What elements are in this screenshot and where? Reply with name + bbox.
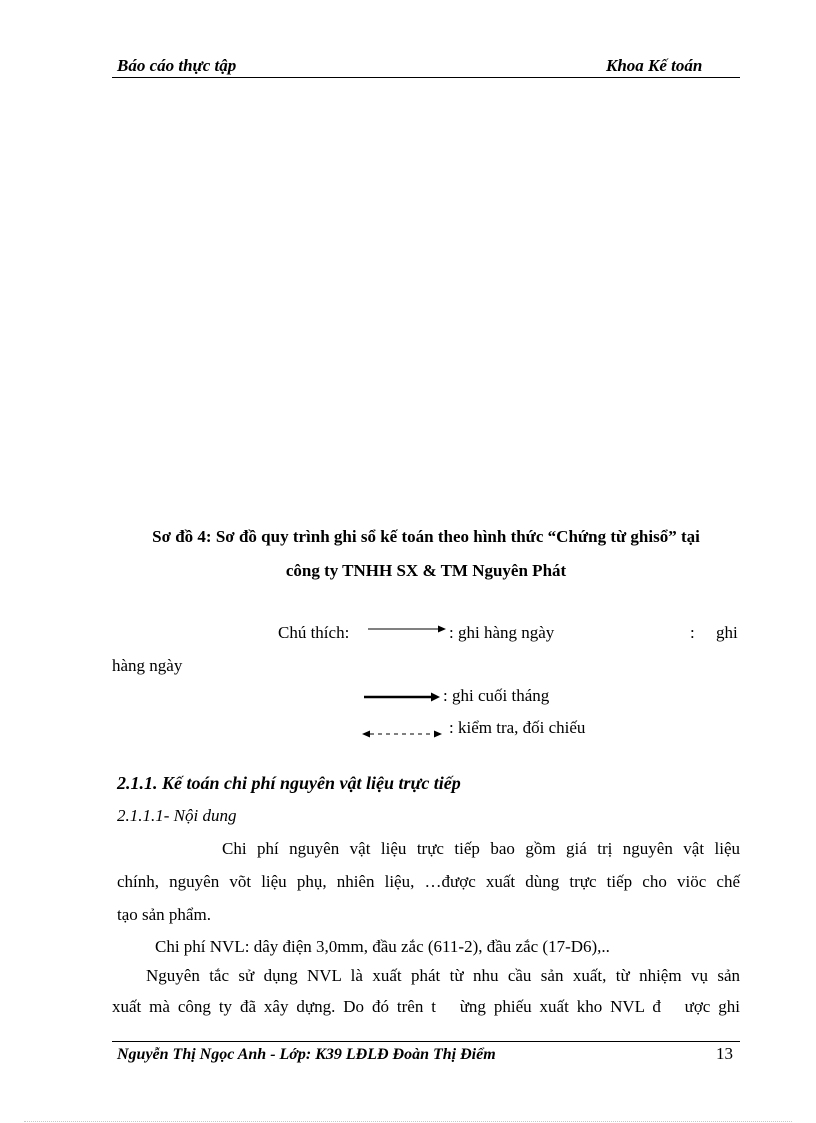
legend-daily: : ghi hàng ngày [449,623,555,642]
paragraph-1-line-3: tạo sản phẩm. [117,905,211,924]
thin-arrow-icon [368,624,446,634]
dashed-double-arrow-icon [362,729,442,739]
legend-daily-wrap-end: hàng ngày [112,656,183,675]
page-number: 13 [716,1044,733,1063]
legend-monthly: : ghi cuối tháng [443,686,550,705]
legend-daily-wrap-start: ghi [716,623,738,642]
diagram-caption-line1: Sơ đồ 4: Sơ đồ quy trình ghi sổ kế toán theo hình thức “Chứng từ ghisổ” tại [152,527,700,546]
paragraph-2: Chi phí NVL: dây điện 3,0mm, đầu zắc (611-2), đầu zắc (17-D6),.. [155,937,610,956]
page-bottom-border [24,1121,792,1122]
thick-arrow-icon [364,692,440,702]
header-rule [112,77,740,78]
paragraph-3-line-2: xuất mà công ty đã xây dựng. Do đó trên t ừng phiếu xuất kho NVL đ ược ghi [112,997,740,1016]
legend-check: : kiểm tra, đối chiếu [449,718,586,737]
paragraph-1-line-2: chính, nguyên võt liệu phụ, nhiên liệu, …được xuất dùng trực tiếp cho viöc chế [117,872,740,891]
legend-label: Chú thích: [278,623,350,642]
footer-rule [112,1041,740,1042]
paragraph-3-line-1: Nguyên tắc sử dụng NVL là xuất phát từ nhu cầu sản xuất, từ nhiệm vụ sản [146,966,740,985]
section-heading: 2.1.1. Kế toán chi phí nguyên vật liệu trực tiếp [117,773,461,793]
diagram-caption-line2: công ty TNHH SX & TM Nguyên Phát [285,561,567,580]
paragraph-1-line-1: Chi phí nguyên vật liệu trực tiếp bao gồm giá trị nguyên vật liệu [222,839,740,858]
header-right: Khoa Kế toán [606,56,703,75]
footer-author: Nguyễn Thị Ngọc Anh - Lớp: K39 LĐLĐ Đoàn Thị Điểm [117,1046,496,1063]
header-left: Báo cáo thực tập [117,56,237,75]
legend-colon: : [690,623,695,642]
subsection-heading: 2.1.1.1- Nội dung [117,806,237,825]
